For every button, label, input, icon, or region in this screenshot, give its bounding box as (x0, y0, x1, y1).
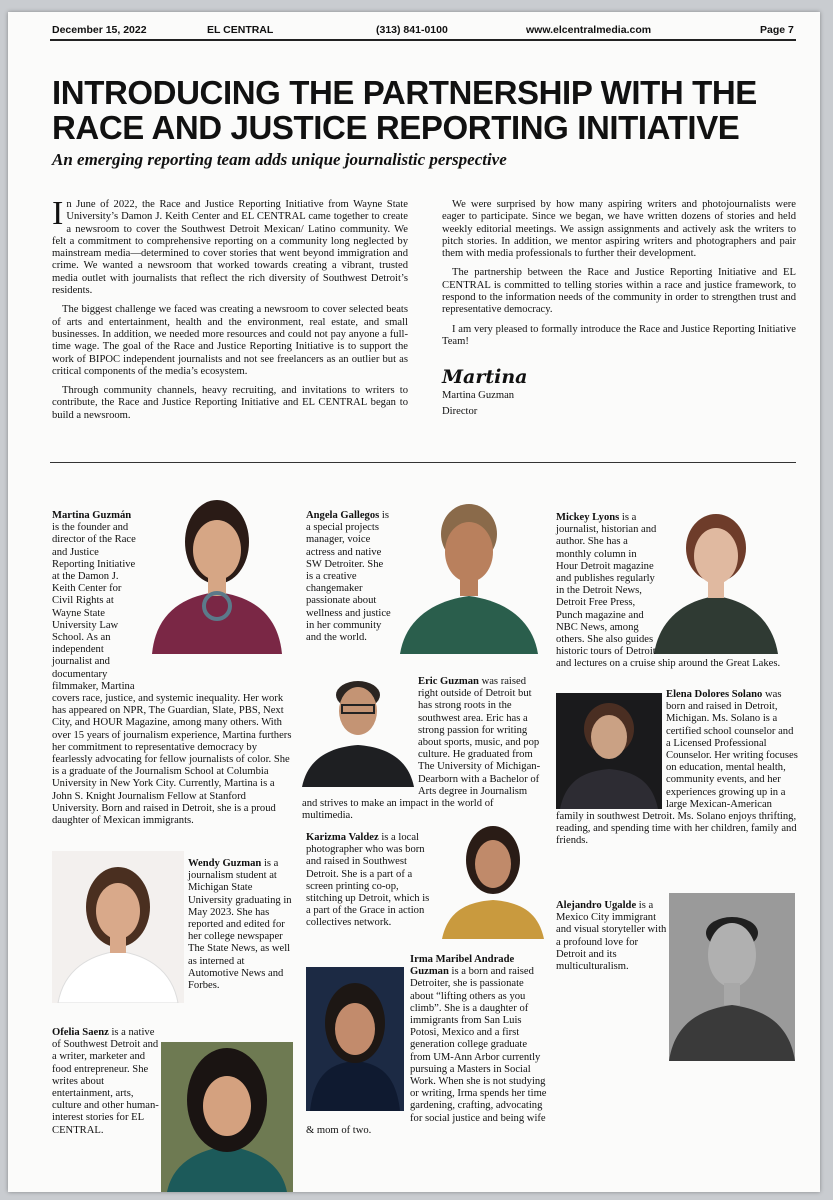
website-url: www.elcentralmedia.com (526, 24, 652, 36)
page-number: Page 7 (760, 24, 794, 36)
bio-name: Martina Guzmán (52, 510, 132, 521)
bio-angela-gallegos (306, 510, 544, 660)
bio-text: is a journalism student at Michigan State University graduating in May 2023. She has reported and edited for her college newspaper The State News, as well as interned at Automotive News and Forbes. (188, 858, 292, 992)
bio-name: Karizma Valdez (306, 832, 379, 843)
paper-name: EL CENTRAL (207, 24, 274, 36)
drop-cap: I (52, 195, 64, 232)
bio-name: Ofelia Saenz (52, 1027, 109, 1038)
bio-text: is a born and raised Detroiter, she is passionate about “lifting others as you climb”. She is a daughter of immigrants from San Luis Potosi, Mexico and a first generation college graduate from UM-Ann Arbor currently pursuing a Masters in Social Work. When she is not studying or writing, Irma spends her time gardening, crafting, advocating for social justice and being wife & mom of two. (306, 966, 547, 1136)
bio-text: was raised right outside of Detroit but has strong roots in the southwest area. Eric has a strong passion for writing about sports, music, and pop culture. He graduated from The University of Michigan-Dearborn with a Bachelor of Arts degree in Journalism and strives to make an impact in the world of multimedia. (302, 676, 541, 822)
phone-number: (313) 841-0100 (376, 24, 448, 36)
signature: Martina (442, 366, 528, 388)
article-column-right (442, 199, 796, 355)
bio-text: is a journalist, historian and author. She has a monthly column in Hour Detroit magazine and publishes regularly in the Detroit News, Detroit Free Press, Punch magazine and NBC News, among others. She also guides historic tours of Detroit and lectures on a cruise ship around the Great Lakes. (556, 512, 781, 670)
headline: INTRODUCING THE PARTNERSHIP WITH THE RACE AND JUSTICE REPORTING INITIATIVE (52, 74, 757, 146)
article-paragraph: Through community channels, heavy recruiting, and invitations to writers to contribute, the Race and Justice Reporting Initiative and EL CENTRAL began to build a newsroom. (52, 385, 408, 421)
bio-text: is a Mexico City immigrant and visual storyteller with a profound love for Detroit and its multiculturalism. (556, 900, 667, 973)
bio-text: is a native of Southwest Detroit and a writer, marketer and food entrepreneur. She writes about entertainment, arts, culture and other human-interest stories for EL CENTRAL. (52, 1027, 159, 1136)
bio-text: is a local photographer who was born and raised in Southwest Detroit. She is a part of a screen printing co-op, stitching up Detroit, which is a part of the Grace in action collectives network. (306, 832, 430, 929)
article-paragraph: The biggest challenge we faced was creating a newsroom to cover selected beats of arts and entertainment, health and the environment, real estate, and small businesses. In addition, we needed more resources and could not pay anyone a full-time wage. The goal of the Race and Justice Reporting Initiative is to support the work of BIPOC independent journalists and not see freelancers as an outlier but as critical components of the media’s ecosystem. (52, 304, 408, 377)
article-column-left (52, 195, 408, 429)
bio-alejandro-ugalde (556, 900, 798, 1070)
page-header (8, 12, 820, 42)
article-paragraph: We were surprised by how many aspiring writers and photojournalists were eager to participate. Since we began, we have written dozens of stories and held weekly editorial meetings. We assign assignments and actively ask the writers to pitch stories. In addition, we mentor aspiring writers and photographers and pair them with media professionals to further their development. (442, 199, 796, 260)
bio-irma-guzman (306, 954, 548, 1137)
bio-name: Alejandro Ugalde (556, 900, 637, 911)
section-divider (50, 462, 796, 463)
bio-name: Angela Gallegos (306, 510, 380, 521)
header-rule (50, 39, 796, 41)
issue-date: December 15, 2022 (52, 24, 147, 36)
bio-name: Mickey Lyons (556, 512, 620, 523)
bio-name: Irma Maribel Andrade Guzman (410, 954, 515, 978)
bio-mickey-lyons (556, 512, 798, 671)
subheadline: An emerging reporting team adds unique journalistic perspective (52, 150, 507, 169)
signer-title: Director (442, 406, 478, 417)
bio-text: is the founder and director of the Race and Justice Reporting Initiative at the Damon J. Keith Center for Civil Rights at Wayne State University Law School. As an independent journalist and documentary filmmaker, Martina covers race, justice, and systemic inequality. Her work has appeared on NPR, The Guardian, Slate, PBS, Next City, and HOUR Magazine, among many others. With over 15 years of journalism experience, Martina furthers her commitment to representative democracy by fearlessly advocating for fellow journalists of color. She is a graduate of the Journalism School at Columbia University in New York City. Currently, Martina is a John S. Knight Journalism Fellow at Stanford University. Born and raised in Detroit, she is a proud daughter of Mexican immigrants. (52, 522, 292, 827)
bio-wendy-guzman (52, 858, 292, 1008)
article-paragraph: The partnership between the Race and Justice Reporting Initiative and EL CENTRAL is committed to telling stories within a race and justice framework, to respond to the information needs of the community in order to strengthen trust and representative democracy. (442, 267, 796, 316)
signer-name: Martina Guzman (442, 390, 515, 401)
bio-ofelia-saenz (52, 1027, 296, 1190)
bio-name: Wendy Guzman (188, 858, 262, 869)
bio-karizma-valdez (306, 832, 548, 942)
bio-text: was born and raised in Detroit, Michigan. Ms. Solano is a certified school counselor and a Licensed Professional Counselor. Her writing focuses on education, mental health, community events, and her experiences growing up in a large Mexican-American family in southwest Detroit. Ms. Solano enjoys thrifting, reading, and spending time with her children, family and friends. (556, 689, 798, 847)
article-paragraph: I am very pleased to formally introduce the Race and Justice Reporting Initiative Team! (442, 323, 796, 347)
newspaper-page (8, 12, 820, 1192)
bio-name: Elena Dolores Solano (666, 689, 763, 700)
bio-elena-solano (556, 689, 798, 848)
article-paragraph: In June of 2022, the Race and Justice Reporting Initiative from Wayne State University’s Damon J. Keith Center and EL CENTRAL came together to create a newsroom to cover the Southwest Detroit Mexican/ Latino community. We felt a commitment to comprehensive reporting on a community long neglected by mainstream media—determined to cover stories that went beyond immigration and crime. We wanted a newsroom that worked towards creating a vibrant, trusted media outlet with journalists that reflect the rich diversity of Southwest Detroit’s residents. (52, 195, 408, 297)
bio-name: Eric Guzman (418, 676, 479, 687)
bio-text: is a special projects manager, voice actress and native SW Detroiter. She is a creative changemaker passionate about wellness and justice in her community and the world. (306, 510, 391, 644)
bio-martina-guzman (52, 510, 292, 827)
bio-eric-guzman (302, 676, 544, 822)
